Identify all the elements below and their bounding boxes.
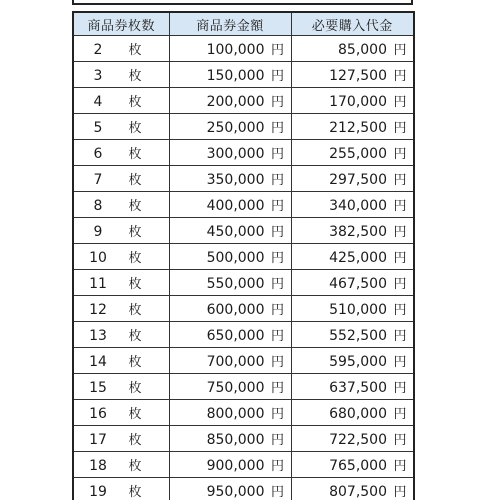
count-unit-label: 枚	[128, 121, 142, 136]
certificate-count-value: 2	[93, 42, 103, 58]
currency-unit-label: 円	[270, 381, 284, 396]
upper-frame-border	[72, 0, 413, 5]
certificate-amount-cell	[169, 36, 291, 62]
required-payment-value: 127,500	[329, 68, 387, 84]
certificate-count-value: 14	[89, 354, 107, 370]
required-payment-cell	[291, 36, 414, 62]
required-payment-value: 425,000	[329, 250, 387, 266]
certificate-amount-value: 100,000	[206, 42, 265, 58]
currency-unit-label: 円	[393, 121, 407, 136]
required-payment-cell	[291, 374, 414, 400]
required-payment-value: 340,000	[329, 198, 387, 214]
currency-unit-label: 円	[393, 173, 407, 188]
currency-unit-label: 円	[393, 69, 407, 84]
required-payment-value: 212,500	[329, 120, 387, 136]
certificate-count-value: 11	[89, 276, 107, 292]
required-payment-value: 722,500	[329, 432, 387, 448]
certificate-count-cell	[73, 88, 169, 114]
certificate-amount-value: 700,000	[206, 354, 265, 370]
count-unit-label: 枚	[128, 433, 142, 448]
certificate-count-cell	[73, 166, 169, 192]
table-row	[73, 114, 414, 140]
required-payment-value: 382,500	[329, 224, 387, 240]
gift-certificate-price-table	[72, 11, 415, 500]
currency-unit-label: 円	[270, 199, 284, 214]
required-payment-value: 595,000	[329, 354, 387, 370]
certificate-count-cell	[73, 426, 169, 452]
certificate-amount-value: 150,000	[206, 68, 265, 84]
certificate-count-value: 16	[89, 406, 107, 422]
currency-unit-label: 円	[270, 225, 284, 240]
currency-unit-label: 円	[270, 433, 284, 448]
certificate-count-value: 4	[93, 94, 103, 110]
table-row	[73, 88, 414, 114]
required-payment-cell	[291, 140, 414, 166]
currency-unit-label: 円	[270, 43, 284, 58]
count-unit-label: 枚	[128, 251, 142, 266]
required-payment-cell	[291, 452, 414, 478]
table-row	[73, 478, 414, 500]
required-payment-cell	[291, 426, 414, 452]
required-payment-value: 85,000	[338, 42, 387, 58]
table-row	[73, 452, 414, 478]
header-required-payment: 必要購入代金	[291, 12, 414, 36]
certificate-amount-value: 400,000	[206, 198, 265, 214]
required-payment-cell	[291, 166, 414, 192]
certificate-count-value: 3	[93, 68, 103, 84]
certificate-amount-value: 200,000	[206, 94, 265, 110]
certificate-count-cell	[73, 452, 169, 478]
certificate-count-value: 12	[89, 302, 107, 318]
certificate-amount-cell	[169, 348, 291, 374]
certificate-count-value: 15	[89, 380, 107, 396]
certificate-count-value: 5	[93, 120, 103, 136]
certificate-amount-cell	[169, 478, 291, 500]
currency-unit-label: 円	[393, 303, 407, 318]
certificate-amount-cell	[169, 270, 291, 296]
table-row	[73, 244, 414, 270]
currency-unit-label: 円	[393, 95, 407, 110]
currency-unit-label: 円	[270, 459, 284, 474]
count-unit-label: 枚	[128, 277, 142, 292]
currency-unit-label: 円	[270, 173, 284, 188]
certificate-amount-cell	[169, 400, 291, 426]
required-payment-cell	[291, 114, 414, 140]
certificate-count-cell	[73, 62, 169, 88]
table-row	[73, 426, 414, 452]
certificate-count-value: 7	[93, 172, 103, 188]
certificate-amount-cell	[169, 140, 291, 166]
required-payment-cell	[291, 218, 414, 244]
currency-unit-label: 円	[393, 485, 407, 500]
certificate-amount-value: 800,000	[206, 406, 265, 422]
certificate-amount-cell	[169, 296, 291, 322]
currency-unit-label: 円	[393, 43, 407, 58]
certificate-amount-cell	[169, 88, 291, 114]
certificate-count-cell	[73, 400, 169, 426]
certificate-count-value: 9	[93, 224, 103, 240]
table-row	[73, 218, 414, 244]
table-body	[73, 36, 414, 500]
count-unit-label: 枚	[128, 199, 142, 214]
currency-unit-label: 円	[270, 277, 284, 292]
header-certificate-count: 商品券枚数	[73, 12, 169, 36]
certificate-amount-cell	[169, 166, 291, 192]
count-unit-label: 枚	[128, 303, 142, 318]
certificate-amount-cell	[169, 426, 291, 452]
required-payment-value: 680,000	[329, 406, 387, 422]
count-unit-label: 枚	[128, 485, 142, 500]
required-payment-value: 297,500	[329, 172, 387, 188]
certificate-amount-value: 350,000	[206, 172, 265, 188]
table-row	[73, 140, 414, 166]
required-payment-value: 637,500	[329, 380, 387, 396]
certificate-count-cell	[73, 322, 169, 348]
certificate-amount-value: 750,000	[206, 380, 265, 396]
required-payment-cell	[291, 296, 414, 322]
required-payment-cell	[291, 400, 414, 426]
certificate-count-value: 19	[89, 484, 107, 500]
currency-unit-label: 円	[393, 459, 407, 474]
certificate-amount-value: 500,000	[206, 250, 265, 266]
certificate-count-cell	[73, 348, 169, 374]
certificate-count-value: 17	[89, 432, 107, 448]
table-row	[73, 166, 414, 192]
certificate-count-cell	[73, 192, 169, 218]
currency-unit-label: 円	[393, 381, 407, 396]
certificate-amount-cell	[169, 452, 291, 478]
currency-unit-label: 円	[393, 147, 407, 162]
certificate-amount-value: 250,000	[206, 120, 265, 136]
currency-unit-label: 円	[393, 251, 407, 266]
required-payment-value: 807,500	[329, 484, 387, 500]
table-row	[73, 270, 414, 296]
count-unit-label: 枚	[128, 459, 142, 474]
table-row	[73, 62, 414, 88]
currency-unit-label: 円	[393, 433, 407, 448]
currency-unit-label: 円	[270, 303, 284, 318]
table-row	[73, 296, 414, 322]
certificate-count-value: 6	[93, 146, 103, 162]
certificate-count-cell	[73, 478, 169, 500]
required-payment-cell	[291, 348, 414, 374]
currency-unit-label: 円	[393, 277, 407, 292]
currency-unit-label: 円	[270, 69, 284, 84]
count-unit-label: 枚	[128, 225, 142, 240]
table-header-row	[73, 12, 414, 36]
certificate-count-cell	[73, 36, 169, 62]
currency-unit-label: 円	[270, 95, 284, 110]
required-payment-value: 765,000	[329, 458, 387, 474]
required-payment-value: 255,000	[329, 146, 387, 162]
currency-unit-label: 円	[270, 329, 284, 344]
certificate-count-value: 10	[89, 250, 107, 266]
currency-unit-label: 円	[270, 355, 284, 370]
required-payment-value: 170,000	[329, 94, 387, 110]
certificate-count-cell	[73, 270, 169, 296]
currency-unit-label: 円	[393, 329, 407, 344]
certificate-count-value: 13	[89, 328, 107, 344]
required-payment-cell	[291, 270, 414, 296]
table-row	[73, 322, 414, 348]
certificate-count-cell	[73, 244, 169, 270]
header-certificate-amount: 商品券金額	[169, 12, 291, 36]
certificate-amount-cell	[169, 192, 291, 218]
certificate-count-cell	[73, 374, 169, 400]
required-payment-value: 552,500	[329, 328, 387, 344]
certificate-amount-cell	[169, 114, 291, 140]
count-unit-label: 枚	[128, 173, 142, 188]
currency-unit-label: 円	[393, 407, 407, 422]
count-unit-label: 枚	[128, 329, 142, 344]
certificate-amount-value: 450,000	[206, 224, 265, 240]
certificate-amount-cell	[169, 218, 291, 244]
table-row	[73, 192, 414, 218]
count-unit-label: 枚	[128, 69, 142, 84]
currency-unit-label: 円	[393, 225, 407, 240]
currency-unit-label: 円	[270, 121, 284, 136]
table-row	[73, 36, 414, 62]
certificate-count-cell	[73, 114, 169, 140]
count-unit-label: 枚	[128, 381, 142, 396]
required-payment-cell	[291, 88, 414, 114]
certificate-count-value: 18	[89, 458, 107, 474]
certificate-count-cell	[73, 296, 169, 322]
required-payment-cell	[291, 192, 414, 218]
certificate-amount-cell	[169, 62, 291, 88]
certificate-amount-value: 550,000	[206, 276, 265, 292]
required-payment-cell	[291, 478, 414, 500]
certificate-amount-value: 850,000	[206, 432, 265, 448]
certificate-amount-cell	[169, 374, 291, 400]
certificate-amount-cell	[169, 322, 291, 348]
count-unit-label: 枚	[128, 95, 142, 110]
count-unit-label: 枚	[128, 355, 142, 370]
count-unit-label: 枚	[128, 147, 142, 162]
certificate-amount-value: 300,000	[206, 146, 265, 162]
required-payment-value: 510,000	[329, 302, 387, 318]
currency-unit-label: 円	[270, 407, 284, 422]
certificate-amount-value: 650,000	[206, 328, 265, 344]
certificate-amount-value: 600,000	[206, 302, 265, 318]
table-row	[73, 400, 414, 426]
table-row	[73, 348, 414, 374]
certificate-amount-cell	[169, 244, 291, 270]
required-payment-cell	[291, 62, 414, 88]
certificate-count-cell	[73, 140, 169, 166]
certificate-count-value: 8	[93, 198, 103, 214]
count-unit-label: 枚	[128, 43, 142, 58]
certificate-amount-value: 900,000	[206, 458, 265, 474]
table-row	[73, 374, 414, 400]
currency-unit-label: 円	[270, 147, 284, 162]
required-payment-cell	[291, 322, 414, 348]
certificate-count-cell	[73, 218, 169, 244]
required-payment-cell	[291, 244, 414, 270]
currency-unit-label: 円	[393, 199, 407, 214]
currency-unit-label: 円	[270, 251, 284, 266]
currency-unit-label: 円	[270, 485, 284, 500]
required-payment-value: 467,500	[329, 276, 387, 292]
count-unit-label: 枚	[128, 407, 142, 422]
currency-unit-label: 円	[393, 355, 407, 370]
certificate-amount-value: 950,000	[206, 484, 265, 500]
